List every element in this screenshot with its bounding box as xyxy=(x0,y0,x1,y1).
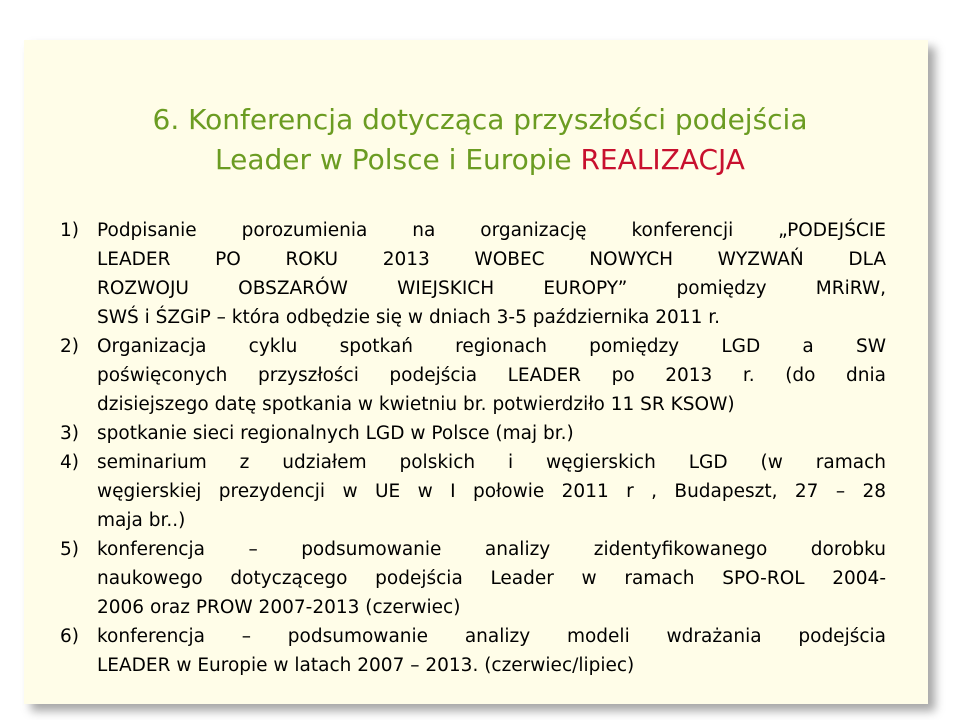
list-item-number: 5) xyxy=(60,539,79,560)
list-item-line: konferencja – podsumowanie analizy modeli wdrażania podejścia xyxy=(97,626,886,647)
list-item-number: 6) xyxy=(60,626,79,647)
list-item-line: Organizacja cyklu spotkań regionach pomiędzy LGD a SW xyxy=(97,336,886,357)
list-item-line: LEADER PO ROKU 2013 WOBEC NOWYCH WYZWAŃ DLA xyxy=(97,249,886,270)
list-item-line: ROZWOJU OBSZARÓW WIEJSKICH EUROPY” pomiędzy MRiRW, xyxy=(97,278,886,299)
list-item-line: seminarium z udziałem polskich i węgierskich LGD (w ramach xyxy=(97,452,886,473)
list-item-number: 4) xyxy=(60,452,79,473)
list-item-line: konferencja – podsumowanie analizy zidentyfikowanego dorobku xyxy=(97,539,886,560)
list-item-line: dzisiejszego datę spotkania w kwietniu br. potwierdziło 11 SR KSOW) xyxy=(97,394,735,415)
title-line-2-text: Leader w Polsce i Europie xyxy=(215,143,581,176)
title-line-2 xyxy=(24,140,936,180)
list-item-line: naukowego dotyczącego podejścia Leader w ramach SPO-ROL 2004- xyxy=(97,568,886,589)
list-item-line: maja br..) xyxy=(97,510,186,531)
list-item-line: poświęconych przyszłości podejścia LEADER po 2013 r. (do dnia xyxy=(97,365,886,386)
title-status-highlight: REALIZACJA xyxy=(580,143,745,176)
task-list xyxy=(60,216,886,680)
title-line-1: 6. Konferencja dotycząca przyszłości podejścia xyxy=(152,103,808,136)
list-item-line: Podpisanie porozumienia na organizację konferencji „PODEJŚCIE xyxy=(97,220,886,241)
slide-title xyxy=(24,100,936,180)
list-item-line: spotkanie sieci regionalnych LGD w Polsce (maj br.) xyxy=(97,423,574,444)
list-item-number: 3) xyxy=(60,423,79,444)
list-item-number: 1) xyxy=(60,220,79,241)
list-item xyxy=(60,419,886,448)
list-item xyxy=(60,535,886,622)
list-item xyxy=(60,448,886,535)
list-item-number: 2) xyxy=(60,336,79,357)
list-item-line: SWŚ i ŚZGiP – która odbędzie się w dniach 3-5 października 2011 r. xyxy=(97,307,721,328)
list-item-line: 2006 oraz PROW 2007-2013 (czerwiec) xyxy=(97,597,461,618)
list-item-line: węgierskiej prezydencji w UE w I połowie 2011 r , Budapeszt, 27 – 28 xyxy=(97,481,886,502)
list-item xyxy=(60,216,886,332)
list-item xyxy=(60,622,886,680)
list-item xyxy=(60,332,886,419)
list-item-line: LEADER w Europie w latach 2007 – 2013. (czerwiec/lipiec) xyxy=(97,655,635,676)
